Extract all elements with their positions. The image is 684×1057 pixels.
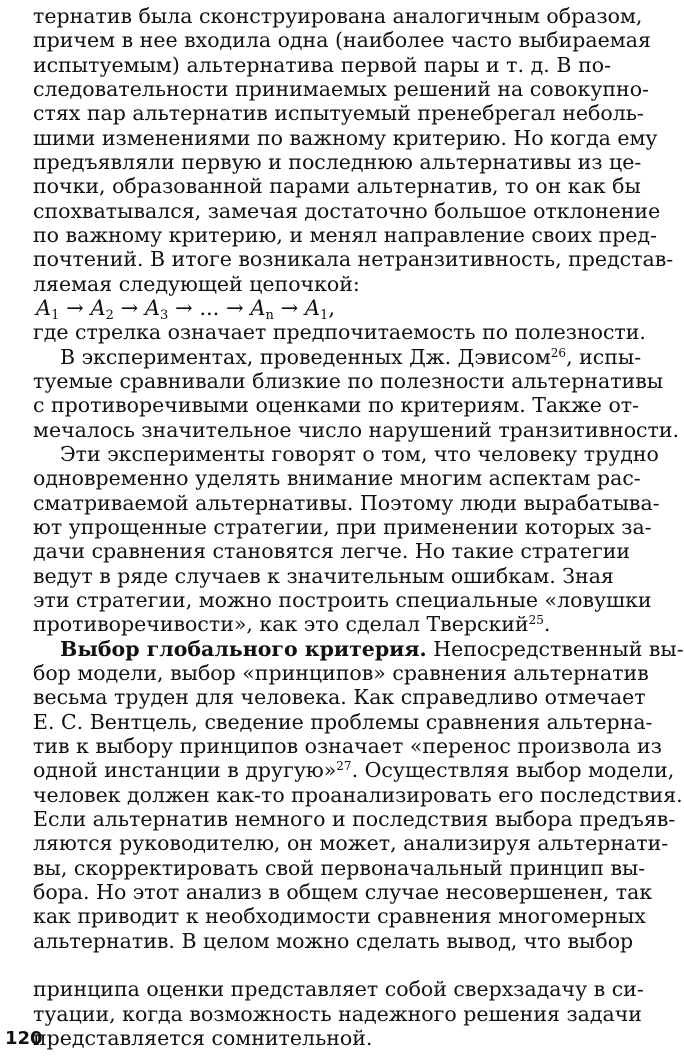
text-line: альтернатив. В целом можно сделать вывод, что выбор: [33, 928, 634, 953]
text-line: испытуемым) альтернатива первой пары и т. д. В по-: [33, 52, 611, 77]
section-heading: Выбор глобального критерия.: [60, 636, 427, 661]
text-line: ведут в ряде случаев к значительным ошибкам. Зная: [33, 563, 614, 588]
text-line: человек должен как-то проанализировать его последствия.: [33, 782, 683, 807]
text-line: спохватывался, замечая достаточно большое отклонение: [33, 198, 661, 223]
footnote-ref: 25: [528, 613, 544, 628]
text-line: шими изменениями по важному критерию. Но когда ему: [33, 125, 658, 150]
text-line: где стрелка означает предпочитаемость по полезности.: [33, 320, 646, 345]
text-line: тив к выбору принципов означает «перенос произвола из: [33, 734, 662, 758]
text-line: почтений. В итоге возникала нетранзитивность, представ-: [33, 247, 674, 272]
text-line: одной инстанции в другую»$^{27}$. Осуществляя выбор модели,: [33, 758, 675, 783]
text-line: бора. Но этот анализ в общем случае несовершенен, так: [33, 880, 653, 904]
text-line: почки, образованной парами альтернатив, то он как бы: [33, 174, 641, 199]
formula: $A_1 \to A_2 \to A_3$ → ... → $A_n \to A_1$,: [36, 296, 335, 323]
footnote-ref: 27: [336, 759, 352, 774]
text-line: мечалось значительное число нарушений транзитивности.: [33, 417, 680, 442]
text-line: весьма труден для человека. Как справедливо отмечает: [33, 685, 646, 710]
text-line: туации, когда возможность надежного решения задачи: [33, 1001, 642, 1026]
footnote-ref: 26: [550, 345, 567, 360]
text-line: Эти эксперименты говорят о том, что человеку трудно: [60, 442, 659, 466]
text-line: как приводит к необходимости сравнения многомерных: [33, 904, 646, 929]
text-line: стях пар альтернатив испытуемый пренебрегал неболь-: [33, 101, 644, 126]
text-line: туемые сравнивали близкие по полезности альтернативы: [33, 369, 664, 393]
text-line: принципа оценки представляет собой сверхзадачу в си-: [33, 977, 644, 1002]
text-line: вы, скорректировать свой первоначальный принцип вы-: [33, 855, 646, 880]
text-line: тернатив была сконструирована аналогичным образом,: [33, 4, 643, 28]
text-line: Если альтернатив немного и последствия выбора предъяв-: [33, 807, 676, 831]
text-line: бор модели, выбор «принципов» сравнения альтернатив: [33, 661, 649, 685]
text-line: дачи сравнения становятся легче. Но такие стратегии: [33, 539, 631, 564]
text-line: Выбор глобального критерия. Непосредственный вы-: [60, 636, 684, 661]
text-line: сматриваемой альтернативы. Поэтому люди вырабатыва-: [33, 490, 660, 515]
text-line: с противоречивыми оценками по критериям. Также от-: [33, 393, 640, 418]
page-number: 120: [5, 1028, 43, 1049]
text-line: ют упрощенные стратегии, при применении которых за-: [33, 515, 652, 539]
text-line: причем в нее входила одна (наиболее часто выбираемая: [33, 28, 651, 53]
text-line: ляемая следующей цепочкой:: [33, 271, 360, 296]
text-line: В экспериментах, проведенных Дж. Дэвисом$^{26}$, испы-: [60, 344, 642, 369]
text-line: эти стратегии, можно построить специальные «ловушки: [33, 588, 652, 612]
text-line: следовательности принимаемых решений на совокупно-: [33, 77, 649, 101]
text-line: противоречивости», как это сделал Тверский$^{25}$.: [33, 612, 551, 637]
text-line: по важному критерию, и менял направление своих пред-: [33, 223, 657, 247]
text-line: одновременно уделять внимание многим аспектам рас-: [33, 466, 641, 491]
text-line: ляются руководителю, он может, анализируя альтернати-: [33, 831, 669, 856]
text-line: Е. С. Вентцель, сведение проблемы сравнения альтерна-: [33, 709, 653, 734]
text-line: предъявляли первую и последнюю альтернативы из це-: [33, 150, 642, 174]
text-line: представляется сомнительной.: [33, 1026, 373, 1050]
